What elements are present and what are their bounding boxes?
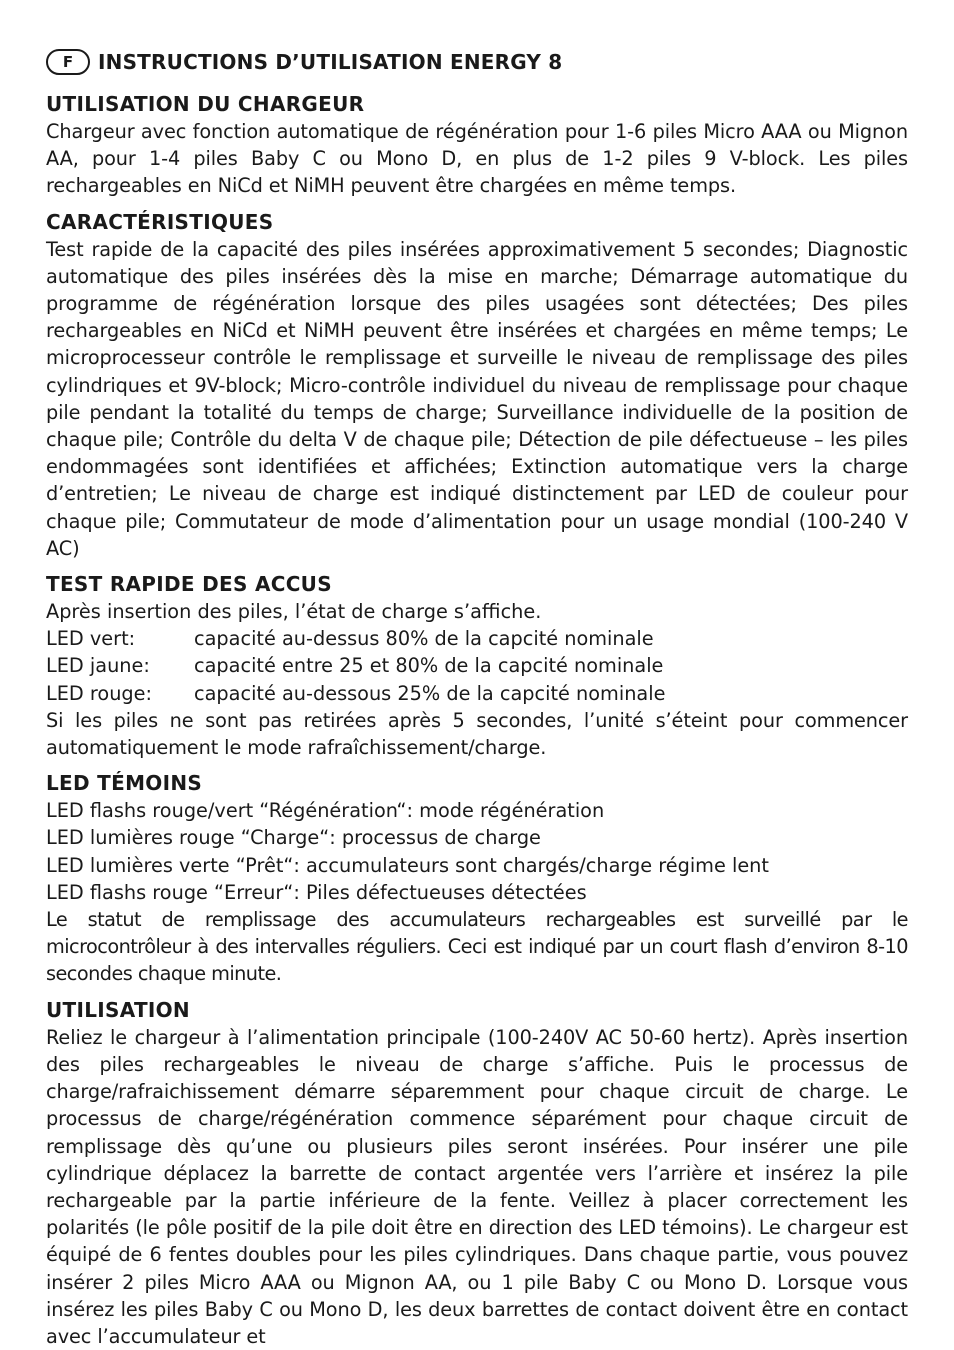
indicator-line: LED lumières verte “Prêt“: accumulateurs sont chargés/charge régime lent: [46, 853, 769, 877]
section-heading: UTILISATION DU CHARGEUR: [46, 92, 365, 116]
indicator-line: LED lumières rouge “Charge“: processus de charge: [46, 826, 541, 850]
section-paragraph: Si les piles ne sont pas retirées après 5 secondes, l’unité s’éteint pour commencer automatiquement le mode rafraîchissement/charge.: [46, 708, 908, 760]
language-badge: F: [46, 49, 90, 75]
led-legend-row: [46, 680, 908, 707]
section-heading: UTILISATION: [46, 997, 190, 1022]
led-legend-value: capacité entre 25 et 80% de la capcité nominale: [194, 654, 664, 678]
section-heading: LED TÉMOINS: [46, 771, 203, 796]
section-paragraph: Test rapide de la capacité des piles insérées approximativement 5 secondes; Diagnostic automatique des piles insérées dès la mise en marche; Démarrage automatique du programme de régénération lorsque des piles usagées sont détectées; Des piles rechargeables en NiCd et NiMH peuvent être insérées et chargées en même temps; Le microprocesseur contrôle le remplissage et surveille le niveau de remplissage des piles cylindriques et 9V-block; Micro-contrôle individuel du niveau de remplissage pour chaque pile pendant la totalité du temps de charge; Surveillance individuelle de la position de chaque pile; Contrôle du delta V de chaque pile; Détection de pile défectueuse – les piles endommagées sont identifiées et affichées; Extinction automatique vers la charge d’entretien; Le niveau de charge est indiqué distinctement par LED de couleur pour chaque pile; Commutateur de mode d’alimentation pour un usage mondial (100-240 V AC): [46, 237, 908, 560]
led-legend-key: LED vert:: [46, 627, 136, 651]
led-legend-row: [46, 652, 908, 679]
section-heading: CARACTÉRISTIQUES: [46, 209, 274, 234]
section-operation: [46, 996, 908, 1350]
led-legend-row: [46, 625, 908, 652]
section-paragraph: Chargeur avec fonction automatique de régénération pour 1-6 piles Micro AAA ou Mignon AA, pour 1-4 piles Baby C ou Mono D, en plus de 1-2 piles 9 V-block. Les piles rechargeables en NiCd et NiMH peuvent être chargées en même temps.: [46, 120, 908, 198]
section-paragraph: Reliez le chargeur à l’alimentation principale (100-240V AC 50-60 hertz). Après insertion des piles rechargeables le niveau de charge s’affiche. Puis le processus de charge/rafraichissement démarre séparemment pour chaque circuit de charge. Le processus de charge/régénération commence séparément pour chaque circuit de remplissage dès qu’une ou plusieurs piles seront insérées. Pour insérer une pile cylindrique déplacez la barrette de contact argentée vers l’arrière et insérez la pile rechargeable par la partie inférieure de la fente. Veillez à placer correctement les polarités (le pôle positif de la pile doit être en direction des LED témoins). Le chargeur est équipé de 6 fentes doubles pour les piles cylindriques. Dans chaque partie, vous pouvez insérer 2 piles Micro AAA ou Mignon AA, ou 1 pile Baby C ou Mono D. Lorsque vous insérez les piles Baby C ou Mono D, les deux barrettes de contact doivent être en contact avec l’accumulateur et: [46, 1025, 908, 1348]
section-led-indicators: [46, 769, 908, 987]
indicator-line: LED flashs rouge “Erreur“: Piles défectueuses détectées: [46, 880, 587, 904]
section-paragraph: Le statut de remplissage des accumulateurs rechargeables est surveillé par le microcontrôleur à des intervalles réguliers. Ceci est indiqué par un court flash d’environ 8-10 secondes chaque minute.: [46, 908, 908, 986]
document-header: [46, 44, 908, 80]
section-heading: TEST RAPIDE DES ACCUS: [46, 572, 332, 597]
led-legend-value: capacité au-dessous 25% de la capcité nominale: [194, 681, 666, 705]
document-page: [46, 44, 908, 1350]
section-usage: [46, 90, 908, 200]
quick-test-intro: Après insertion des piles, l’état de charge s’affiche.: [46, 600, 542, 624]
section-quick-test: [46, 570, 908, 761]
led-legend-key: LED rouge:: [46, 681, 153, 705]
led-legend-value: capacité au-dessus 80% de la capcité nominale: [194, 627, 654, 651]
section-features: [46, 208, 908, 562]
document-title: INSTRUCTIONS D’UTILISATION ENERGY 8: [98, 50, 563, 74]
led-legend-key: LED jaune:: [46, 654, 150, 678]
indicator-line: LED flashs rouge/vert “Régénération“: mode régénération: [46, 799, 605, 823]
